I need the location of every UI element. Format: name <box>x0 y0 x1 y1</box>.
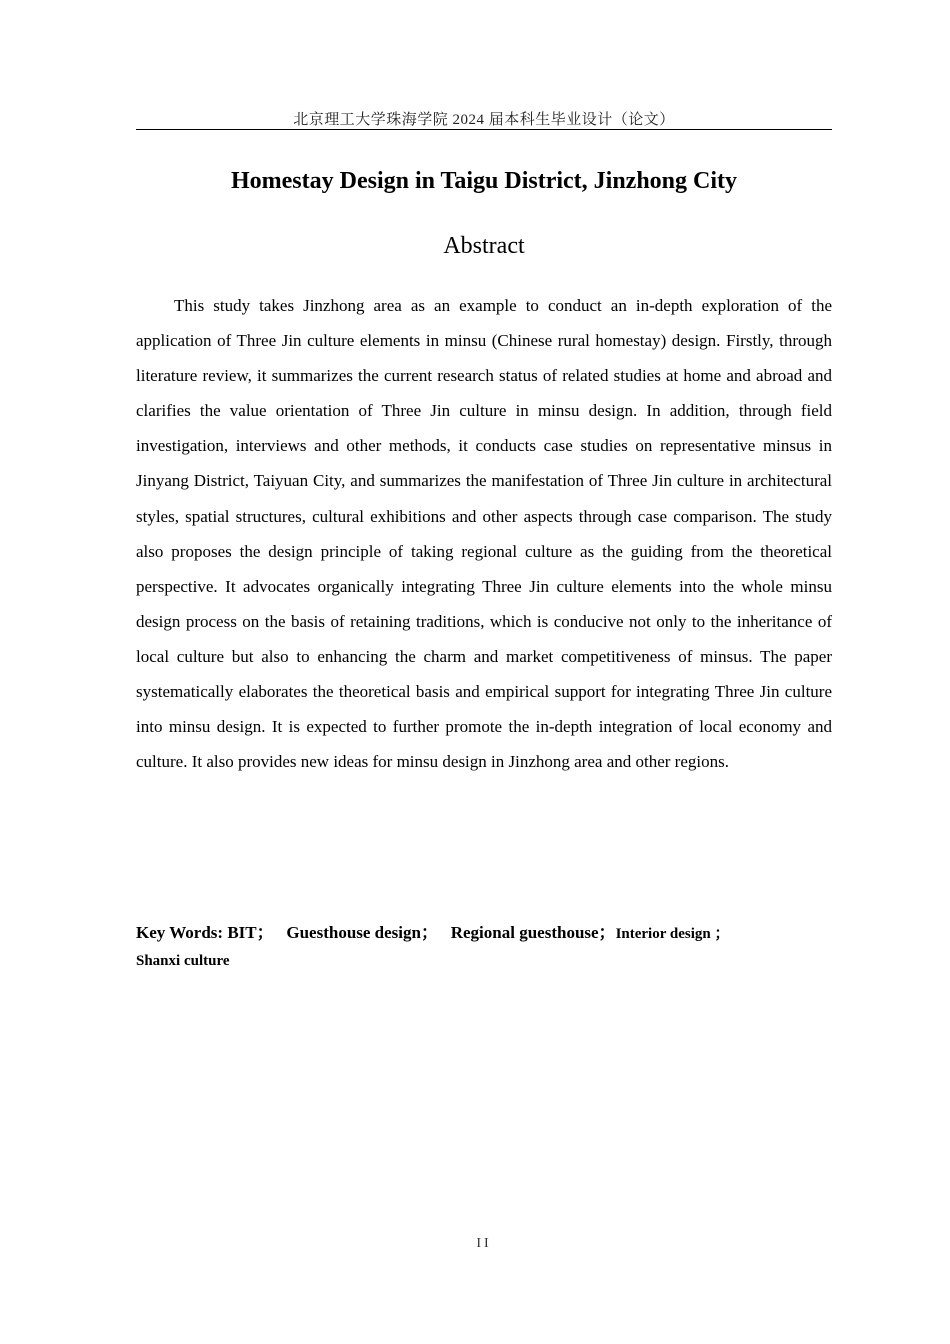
keyword-item: BIT； <box>227 923 274 942</box>
page-number: II <box>476 1236 492 1251</box>
keywords <box>136 920 832 974</box>
abstract-heading: Abstract <box>443 233 525 259</box>
keyword-item: Interior design ； <box>615 926 730 942</box>
keyword-item: Regional guesthouse； <box>450 923 616 942</box>
keywords-label: Key Words: <box>136 923 228 942</box>
keyword-item: Guesthouse design； <box>286 923 438 942</box>
abstract-body: This study takes Jinzhong area as an example to conduct an in-depth exploration of the application of Three Jin culture elements in minsu (Chinese rural homestay) design. Firstly, through literature review, it summarizes the current research status of related studies at home and abroad and clarifies the value orientation of Three Jin culture in minsu design. In addition, through field investigation, interviews and other methods, it conducts case studies on representative minsus in Jinyang District, Taiyuan City, and summarizes the manifestation of Three Jin culture in architectural styles, spatial structures, cultural exhibitions and other aspects through case comparison. The study also proposes the design principle of taking regional culture as the guiding from the theoretical perspective. It advocates organically integrating Three Jin culture elements into the whole minsu design process on the basis of retaining traditions, which is conducive not only to the inheritance of local culture but also to enhancing the charm and market competitiveness of minsus. The paper systematically elaborates the theoretical basis and empirical support for integrating Three Jin culture into minsu design. It is expected to further promote the in-depth integration of local economy and culture. It also provides new ideas for minsu design in Jinzhong area and other regions. <box>136 296 832 772</box>
header-rule <box>136 129 832 130</box>
keyword-item: Shanxi culture <box>136 953 230 969</box>
running-header: 北京理工大学珠海学院 2024 届本科生毕业设计（论文） <box>293 112 675 128</box>
thesis-title: Homestay Design in Taigu District, Jinzhong City <box>230 168 738 194</box>
